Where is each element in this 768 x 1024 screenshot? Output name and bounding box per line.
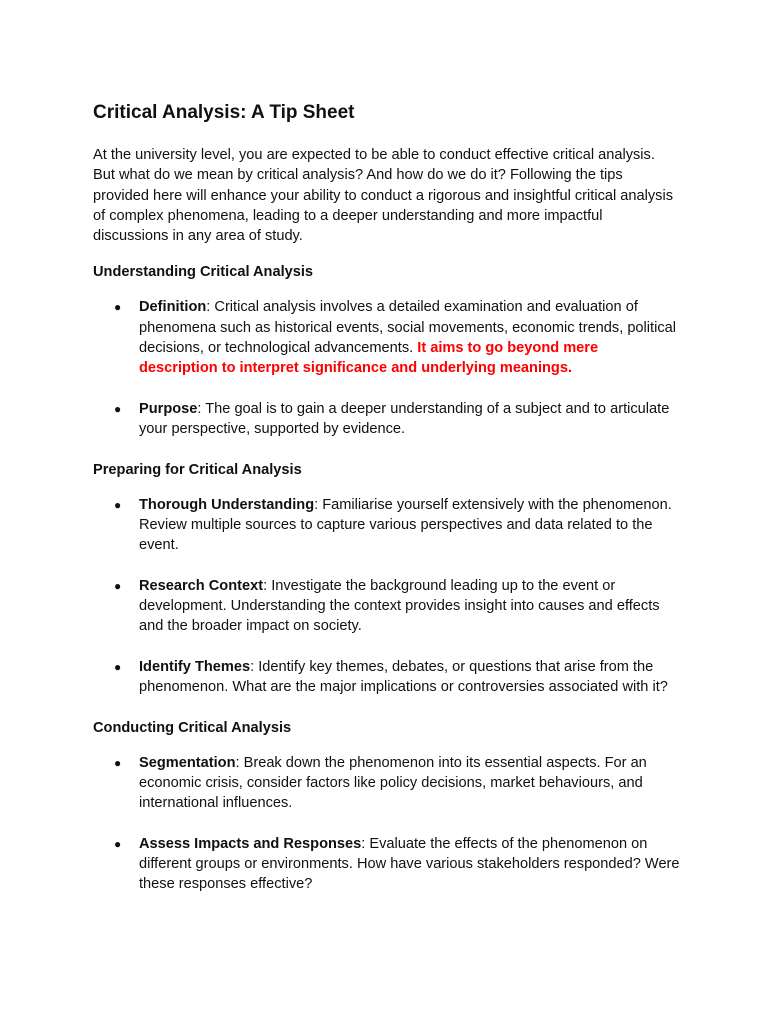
list-item [93,753,680,814]
item-term: Definition [139,299,207,316]
list-item [93,834,680,895]
list-item [93,495,680,556]
bullet-icon: ● [114,401,122,416]
list-item [93,297,680,378]
item-text: : Familiarise yourself extensively with the phenomenon. Review multiple sources to capture various perspectives and data related to the event. [139,496,672,554]
list-item [93,576,680,637]
item-text: : Identify key themes, debates, or questions that arise from the phenomenon. What are the major implications or controversies associated with it? [139,658,668,696]
list-item [93,399,680,439]
bullet-icon: ● [114,755,122,770]
section-conducting [93,718,680,895]
item-term: Research Context [139,577,264,594]
bullet-list [93,495,680,698]
intro-paragraph: At the university level, you are expected to be able to conduct effective critical analysis. But what do we mean by critical analysis? And how do we do it? Following the tips provided here will enhance your ability to conduct a rigorous and insightful critical analysis of complex phenomena, leading to a deeper understanding and more impactful discussions in any area of study. [93,147,674,245]
item-text: : Investigate the background leading up to the event or development. Understanding the context provides insight into causes and effects and the broader impact on society. [139,577,660,635]
bullet-icon: ● [114,300,122,315]
bullet-list [93,297,680,439]
section-heading: Conducting Critical Analysis [93,719,292,736]
section-understanding [93,262,680,439]
item-term: Purpose [139,400,198,417]
bullet-icon: ● [114,497,122,512]
section-heading: Understanding Critical Analysis [93,264,314,281]
item-text: : Critical analysis involves a detailed examination and evaluation of phenomena such as historical events, social movements, economic trends, political decisions, or technological advancements. [139,299,676,356]
item-term: Identify Themes [139,658,251,675]
item-term: Segmentation [139,754,236,771]
section-heading: Preparing for Critical Analysis [93,461,302,478]
bullet-icon: ● [114,578,122,593]
item-text: : The goal is to gain a deeper understanding of a subject and to articulate your perspective, supported by evidence. [139,400,670,437]
bullet-list [93,753,680,895]
bullet-icon: ● [114,836,122,851]
page-title: Critical Analysis: A Tip Sheet [93,102,355,123]
item-term: Thorough Understanding [139,496,315,513]
item-text: : Break down the phenomenon into its essential aspects. For an economic crisis, consider factors like policy decisions, market behaviours, and international influences. [139,754,647,812]
list-item [93,657,680,697]
item-emphasis: It aims to go beyond mere description to interpret significance and underlying meanings. [139,339,599,377]
bullet-icon: ● [114,659,122,674]
section-preparing [93,460,680,698]
item-text: : Evaluate the effects of the phenomenon on different groups or environments. How have various stakeholders responded? Were these responses effective? [139,835,680,893]
item-term: Assess Impacts and Responses [139,835,362,852]
